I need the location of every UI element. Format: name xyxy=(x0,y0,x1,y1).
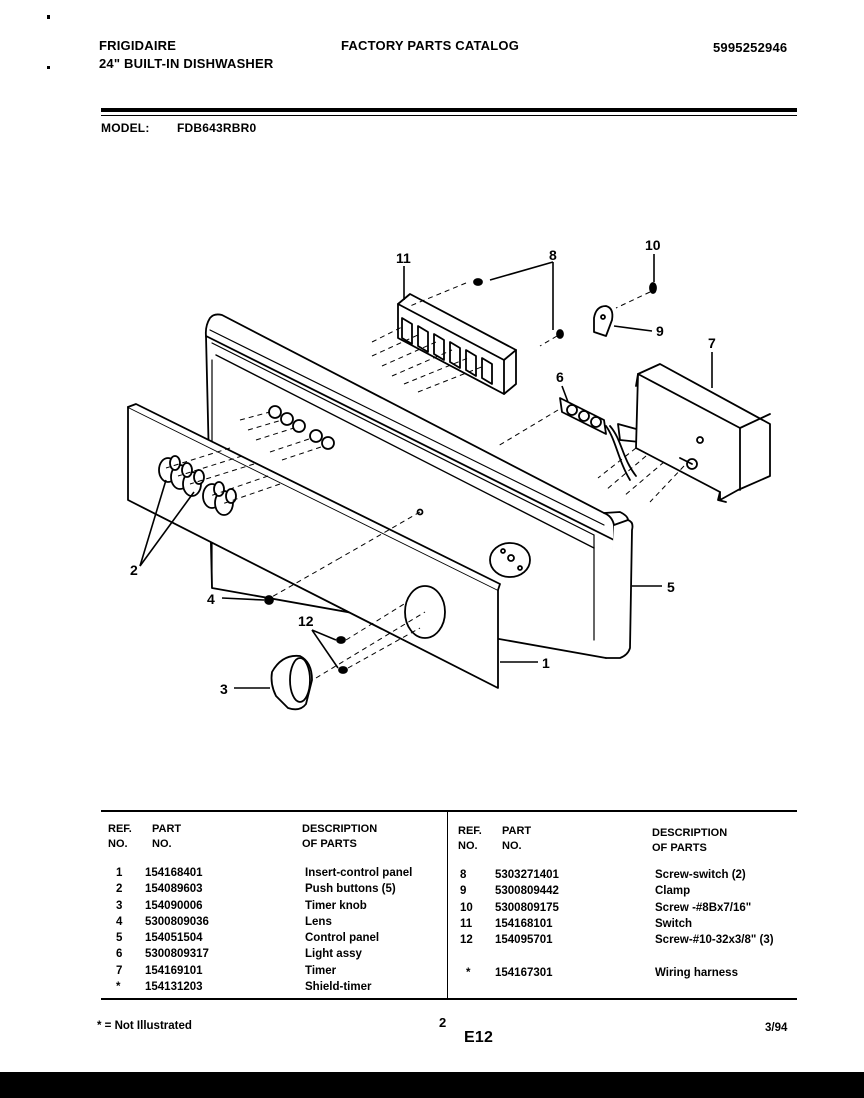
table-cell: 154095701 xyxy=(495,934,553,947)
left-part-column xyxy=(145,865,209,995)
table-cell: Screw-#10-32x3/8" (3) xyxy=(655,934,774,947)
table-cell: 154168101 xyxy=(495,917,553,930)
table-cell: * xyxy=(116,981,121,994)
table-cell: Light assy xyxy=(305,948,362,961)
left-ref-header: REF. NO. xyxy=(108,823,132,850)
clamp-part xyxy=(594,306,612,336)
callout-8: 8 xyxy=(549,247,557,263)
table-cell: 154168401 xyxy=(145,867,203,879)
table-cell: 1 xyxy=(116,867,123,879)
left-part-header: PART NO. xyxy=(152,823,182,850)
table-cell: 5303271401 xyxy=(495,869,559,881)
right-ref-header: REF. NO. xyxy=(458,825,482,852)
right-desc-column xyxy=(655,867,774,981)
callout-6: 6 xyxy=(556,369,564,385)
table-cell: * xyxy=(466,966,471,979)
table-column-divider xyxy=(447,812,448,998)
table-cell xyxy=(495,948,559,964)
table-rule-top xyxy=(101,810,797,812)
table-cell: Screw -#8Bx7/16" xyxy=(655,901,752,914)
callout-9: 9 xyxy=(656,323,664,339)
table-cell: 9 xyxy=(460,885,467,898)
callout-4: 4 xyxy=(207,591,215,607)
table-cell: 5300809442 xyxy=(495,885,559,898)
table-cell: Shield-timer xyxy=(305,981,372,994)
timer-part xyxy=(636,364,770,502)
table-rule-bottom xyxy=(101,998,797,1000)
scan-border-bottom xyxy=(0,1072,864,1098)
table-cell: 5300809317 xyxy=(145,948,209,961)
table-cell xyxy=(655,948,774,964)
callout-10: 10 xyxy=(645,237,661,253)
model-label: MODEL: xyxy=(101,121,150,135)
table-cell: 154169101 xyxy=(145,964,203,977)
callout-1: 1 xyxy=(542,655,550,671)
callout-12: 12 xyxy=(298,613,314,629)
table-cell: Timer knob xyxy=(305,899,367,912)
page-number: 2 xyxy=(439,1015,447,1030)
table-cell: 2 xyxy=(116,883,123,896)
table-cell: Control panel xyxy=(305,932,380,945)
table-cell: 10 xyxy=(460,901,473,914)
table-cell: 154089603 xyxy=(145,883,203,896)
table-cell: Wiring harness xyxy=(655,966,738,979)
revision-date: 3/94 xyxy=(765,1022,788,1034)
callout-7: 7 xyxy=(708,335,716,351)
table-cell xyxy=(460,948,473,964)
table-cell: 7 xyxy=(116,964,123,977)
right-desc-header: DESCRIPTION OF PARTS xyxy=(652,827,728,854)
table-cell: 8 xyxy=(460,869,467,881)
footnote: * = Not Illustrated xyxy=(97,1020,192,1032)
right-part-header: PART NO. xyxy=(502,825,532,852)
light-assy-part xyxy=(560,398,640,480)
table-cell: 154090006 xyxy=(145,899,203,912)
left-desc-column xyxy=(305,865,412,995)
table-cell: 154131203 xyxy=(145,981,203,994)
left-desc-header: DESCRIPTION OF PARTS xyxy=(302,823,378,850)
table-cell: 4 xyxy=(116,915,123,928)
table-cell: Clamp xyxy=(655,885,691,898)
table-cell: 11 xyxy=(460,917,473,930)
timer-knob-part xyxy=(272,656,313,710)
catalog-title: FACTORY PARTS CATALOG xyxy=(341,38,520,53)
table-cell: Insert-control panel xyxy=(305,867,413,879)
table-cell: Push buttons (5) xyxy=(305,883,396,896)
table-cell: Timer xyxy=(305,964,337,977)
lens-part xyxy=(265,596,273,604)
right-ref-column xyxy=(460,867,473,981)
table-cell: 6 xyxy=(116,948,123,961)
table-cell: 154051504 xyxy=(145,932,203,945)
table-cell: 154167301 xyxy=(495,966,553,979)
table-cell: Screw-switch (2) xyxy=(655,869,746,881)
table-cell: 3 xyxy=(116,899,123,912)
catalog-number: 5995252946 xyxy=(713,40,788,55)
right-part-column xyxy=(495,867,559,981)
table-cell: 5300809036 xyxy=(145,915,209,928)
callout-5: 5 xyxy=(667,579,675,595)
product-name: 24" BUILT-IN DISHWASHER xyxy=(99,56,274,71)
callout-11: 11 xyxy=(396,250,411,266)
table-cell: 5 xyxy=(116,932,123,945)
model-value: FDB643RBR0 xyxy=(177,121,257,135)
table-cell: 12 xyxy=(460,934,473,947)
table-cell: Lens xyxy=(305,915,332,928)
section-code: E12 xyxy=(464,1029,494,1046)
left-ref-column xyxy=(116,865,122,995)
callout-3: 3 xyxy=(220,681,228,697)
table-cell: Switch xyxy=(655,917,693,930)
callout-2: 2 xyxy=(130,562,138,578)
table-cell: 5300809175 xyxy=(495,901,559,914)
brand-name: FRIGIDAIRE xyxy=(99,38,177,53)
